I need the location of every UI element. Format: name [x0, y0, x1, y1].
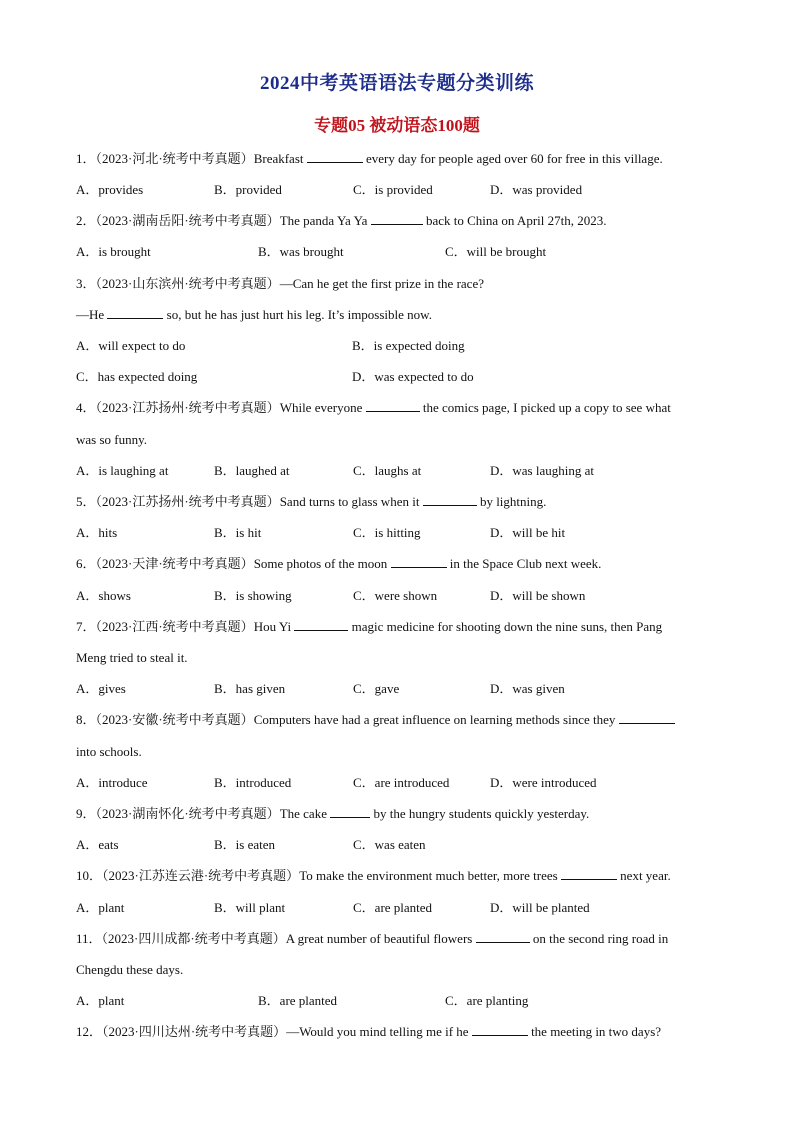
option-letter: A． — [76, 993, 99, 1008]
option-letter: A． — [76, 525, 99, 540]
option-text: gave — [374, 681, 400, 696]
answer-option[interactable] — [214, 587, 292, 605]
option-letter: B． — [258, 993, 280, 1008]
option-text: is expected doing — [373, 338, 465, 353]
question-text-after: magic medicine for shooting down the nine suns, then Pang — [348, 619, 663, 634]
option-letter: D． — [490, 775, 513, 790]
answer-option[interactable] — [353, 774, 449, 792]
option-text: will be planted — [512, 900, 590, 915]
option-letter: B． — [214, 681, 236, 696]
option-letter: C． — [76, 369, 98, 384]
question-text-before: —Can he get the first prize in the race? — [279, 276, 484, 291]
option-letter: C． — [353, 681, 375, 696]
question-stem — [76, 711, 718, 729]
question-text-after: by lightning. — [476, 494, 547, 509]
question-number: 11． — [76, 931, 102, 946]
answer-option[interactable] — [76, 836, 119, 854]
question-number: 4． — [76, 400, 96, 415]
answer-option[interactable] — [353, 680, 399, 698]
question-source: （2023·山东滨州·统考中考真题） — [95, 276, 280, 291]
options-row — [76, 899, 736, 917]
option-text: laughs at — [374, 463, 422, 478]
option-letter: A． — [76, 463, 99, 478]
options-row — [76, 462, 736, 480]
question-stem — [76, 150, 718, 168]
question-stem-line2 — [76, 306, 718, 324]
option-text: provided — [235, 182, 282, 197]
question-text-before: While everyone — [279, 400, 366, 415]
option-letter: C． — [353, 837, 375, 852]
option-text: was brought — [279, 244, 344, 259]
answer-blank[interactable] — [391, 555, 447, 568]
answer-option[interactable] — [490, 774, 597, 792]
question-number: 8． — [76, 712, 96, 727]
option-text: eats — [98, 837, 119, 852]
answer-option[interactable] — [352, 368, 474, 386]
options-row — [76, 992, 736, 1010]
answer-option[interactable] — [353, 587, 437, 605]
option-letter: D． — [490, 900, 513, 915]
option-text: hits — [98, 525, 118, 540]
option-text: is provided — [374, 182, 433, 197]
answer-blank[interactable] — [561, 867, 617, 880]
answer-option[interactable] — [353, 899, 432, 917]
answer-blank[interactable] — [294, 618, 348, 631]
answer-option[interactable] — [76, 899, 124, 917]
option-letter: D． — [490, 525, 513, 540]
option-text: is brought — [98, 244, 151, 259]
question-text-cont: was so funny. — [76, 432, 148, 447]
options-row — [76, 836, 736, 854]
options-row — [76, 524, 736, 542]
question-number: 6． — [76, 556, 96, 571]
option-letter: D． — [490, 182, 513, 197]
question-text-cont: Chengdu these days. — [76, 962, 184, 977]
question-text-before: To make the environment much better, more trees — [299, 868, 561, 883]
question-text-after: the comics page, I picked up a copy to see what — [419, 400, 671, 415]
question-source: （2023·四川达州·统考中考真题） — [102, 1024, 287, 1039]
options-row — [76, 243, 736, 261]
option-letter: C． — [353, 463, 375, 478]
question-continuation — [76, 431, 718, 449]
option-letter: B． — [214, 588, 236, 603]
question-continuation — [76, 743, 718, 761]
answer-option[interactable] — [76, 368, 197, 386]
answer-blank[interactable] — [330, 805, 370, 818]
answer-option[interactable] — [214, 680, 285, 698]
option-text: gives — [98, 681, 126, 696]
answer-option[interactable] — [76, 243, 151, 261]
answer-option[interactable] — [76, 337, 185, 355]
answer-option[interactable] — [353, 462, 421, 480]
answer-option[interactable] — [445, 992, 528, 1010]
question-number: 3． — [76, 276, 96, 291]
option-letter: C． — [353, 588, 375, 603]
option-letter: A． — [76, 588, 99, 603]
question-source: （2023·江苏连云港·统考中考真题） — [102, 868, 300, 883]
option-text: was provided — [512, 182, 583, 197]
option-letter: A． — [76, 837, 99, 852]
answer-option[interactable] — [445, 243, 546, 261]
option-text: introduce — [98, 775, 148, 790]
option-text: will expect to do — [98, 338, 186, 353]
answer-blank[interactable] — [619, 711, 675, 724]
answer-option[interactable] — [490, 181, 582, 199]
question-text-before: Hou Yi — [253, 619, 295, 634]
options-row — [76, 368, 736, 386]
question-number: 1． — [76, 151, 96, 166]
answer-blank[interactable] — [472, 1023, 528, 1036]
question-text-after: in the Space Club next week. — [446, 556, 602, 571]
answer-blank[interactable] — [476, 930, 530, 943]
question-stem — [76, 805, 718, 823]
question-source: （2023·河北·统考中考真题） — [95, 151, 254, 166]
option-text: are planted — [374, 900, 433, 915]
answer-option[interactable] — [353, 524, 421, 542]
question-text-before: The panda Ya Ya — [279, 213, 371, 228]
answer-blank[interactable] — [366, 399, 420, 412]
answer-option[interactable] — [490, 680, 565, 698]
option-text: is hit — [235, 525, 262, 540]
question-text-after: by the hungry students quickly yesterday. — [370, 806, 590, 821]
answer-option[interactable] — [76, 587, 131, 605]
question-text-after: so, but he has just hurt his leg. It’s impossible now. — [163, 307, 432, 322]
question-stem — [76, 275, 718, 293]
option-letter: A． — [76, 244, 99, 259]
option-text: are planted — [279, 993, 338, 1008]
question-source: （2023·江西·统考中考真题） — [95, 619, 254, 634]
options-row — [76, 680, 736, 698]
question-stem — [76, 867, 718, 885]
question-stem — [76, 212, 718, 230]
option-text: is laughing at — [98, 463, 169, 478]
question-text-before: Sand turns to glass when it — [279, 494, 423, 509]
option-letter: C． — [445, 244, 467, 259]
question-text-before: Some photos of the moon — [253, 556, 391, 571]
option-letter: B． — [214, 900, 236, 915]
option-text: will be shown — [512, 588, 586, 603]
option-text: provides — [98, 182, 144, 197]
question-text-before: —He — [76, 307, 108, 322]
document-subtitle: 专题05 被动语态100题 — [314, 116, 480, 135]
question-text-cont: Meng tried to steal it. — [76, 650, 188, 665]
question-source: （2023·江苏扬州·统考中考真题） — [95, 494, 280, 509]
question-source: （2023·江苏扬州·统考中考真题） — [95, 400, 280, 415]
answer-option[interactable] — [490, 587, 585, 605]
option-text: are planting — [466, 993, 529, 1008]
option-letter: C． — [353, 900, 375, 915]
answer-option[interactable] — [490, 462, 594, 480]
option-text: will be brought — [466, 244, 547, 259]
question-number: 9． — [76, 806, 96, 821]
option-letter: D． — [490, 681, 513, 696]
options-row — [76, 774, 736, 792]
document-title: 2024中考英语语法专题分类训练 — [259, 73, 534, 94]
option-letter: B． — [214, 182, 236, 197]
answer-option[interactable] — [353, 836, 426, 854]
question-continuation — [76, 649, 718, 667]
question-text-after: every day for people aged over 60 for free in this village. — [362, 151, 663, 166]
option-text: was expected to do — [374, 369, 474, 384]
question-text-before: Breakfast — [253, 151, 307, 166]
answer-option[interactable] — [76, 774, 147, 792]
answer-option[interactable] — [258, 992, 337, 1010]
option-letter: A． — [76, 900, 99, 915]
option-text: was laughing at — [512, 463, 594, 478]
option-text: laughed at — [235, 463, 290, 478]
answer-option[interactable] — [76, 181, 143, 199]
question-text-before: —Would you mind telling me if he — [286, 1024, 472, 1039]
option-letter: B． — [214, 525, 236, 540]
option-letter: B． — [258, 244, 280, 259]
question-source: （2023·天津·统考中考真题） — [95, 556, 254, 571]
option-letter: B． — [352, 338, 374, 353]
question-source: （2023·湖南怀化·统考中考真题） — [95, 806, 280, 821]
option-letter: A． — [76, 338, 99, 353]
answer-blank[interactable] — [423, 493, 477, 506]
question-source: （2023·湖南岳阳·统考中考真题） — [95, 213, 280, 228]
answer-option[interactable] — [353, 181, 433, 199]
option-text: were introduced — [512, 775, 597, 790]
answer-option[interactable] — [214, 836, 275, 854]
option-text: is hitting — [374, 525, 421, 540]
options-row — [76, 587, 736, 605]
option-letter: D． — [490, 463, 513, 478]
question-number: 7． — [76, 619, 96, 634]
option-letter: D． — [490, 588, 513, 603]
answer-blank[interactable] — [107, 306, 163, 319]
option-letter: C． — [353, 775, 375, 790]
answer-blank[interactable] — [307, 150, 363, 163]
option-text: is showing — [235, 588, 292, 603]
answer-option[interactable] — [76, 680, 126, 698]
question-text-before: The cake — [279, 806, 331, 821]
answer-option[interactable] — [214, 462, 289, 480]
question-stem — [76, 930, 718, 948]
answer-option[interactable] — [352, 337, 465, 355]
option-text: plant — [98, 900, 125, 915]
answer-option[interactable] — [490, 899, 590, 917]
question-source: （2023·安徽·统考中考真题） — [95, 712, 254, 727]
question-stem — [76, 493, 718, 511]
answer-option[interactable] — [214, 181, 282, 199]
option-letter: C． — [445, 993, 467, 1008]
question-stem — [76, 1023, 718, 1041]
question-text-after: back to China on April 27th, 2023. — [422, 213, 607, 228]
question-text-cont: into schools. — [76, 744, 142, 759]
option-text: has expected doing — [97, 369, 198, 384]
question-number: 10． — [76, 868, 103, 883]
option-letter: B． — [214, 463, 236, 478]
question-number: 5． — [76, 494, 96, 509]
option-text: has given — [235, 681, 286, 696]
question-continuation — [76, 961, 718, 979]
option-text: was given — [512, 681, 565, 696]
answer-option[interactable] — [258, 243, 344, 261]
answer-option[interactable] — [214, 899, 285, 917]
option-text: plant — [98, 993, 125, 1008]
answer-blank[interactable] — [371, 212, 423, 225]
option-letter: C． — [353, 525, 375, 540]
option-letter: B． — [214, 775, 236, 790]
question-text-before: A great number of beautiful flowers — [285, 931, 476, 946]
option-text: introduced — [235, 775, 292, 790]
option-text: were shown — [374, 588, 438, 603]
question-text-after: on the second ring road in — [529, 931, 669, 946]
question-stem — [76, 555, 718, 573]
answer-option[interactable] — [76, 992, 124, 1010]
options-row — [76, 181, 736, 199]
answer-option[interactable] — [490, 524, 565, 542]
option-text: is eaten — [235, 837, 276, 852]
answer-option[interactable] — [76, 524, 117, 542]
question-number: 12． — [76, 1024, 103, 1039]
option-text: will plant — [235, 900, 286, 915]
question-text-after: next year. — [616, 868, 671, 883]
question-number: 2． — [76, 213, 96, 228]
answer-option[interactable] — [214, 524, 261, 542]
answer-option[interactable] — [214, 774, 291, 792]
option-letter: D． — [352, 369, 375, 384]
option-text: was eaten — [374, 837, 426, 852]
question-text-after: the meeting in two days? — [527, 1024, 662, 1039]
option-letter: B． — [214, 837, 236, 852]
option-text: will be hit — [512, 525, 566, 540]
option-letter: A． — [76, 775, 99, 790]
question-stem — [76, 618, 718, 636]
answer-option[interactable] — [76, 462, 168, 480]
question-stem — [76, 399, 718, 417]
option-text: are introduced — [374, 775, 450, 790]
question-source: （2023·四川成都·统考中考真题） — [101, 931, 286, 946]
options-row — [76, 337, 736, 355]
question-text-before: Computers have had a great influence on learning methods since they — [253, 712, 619, 727]
option-letter: A． — [76, 681, 99, 696]
option-text: shows — [98, 588, 131, 603]
option-letter: A． — [76, 182, 99, 197]
option-letter: C． — [353, 182, 375, 197]
